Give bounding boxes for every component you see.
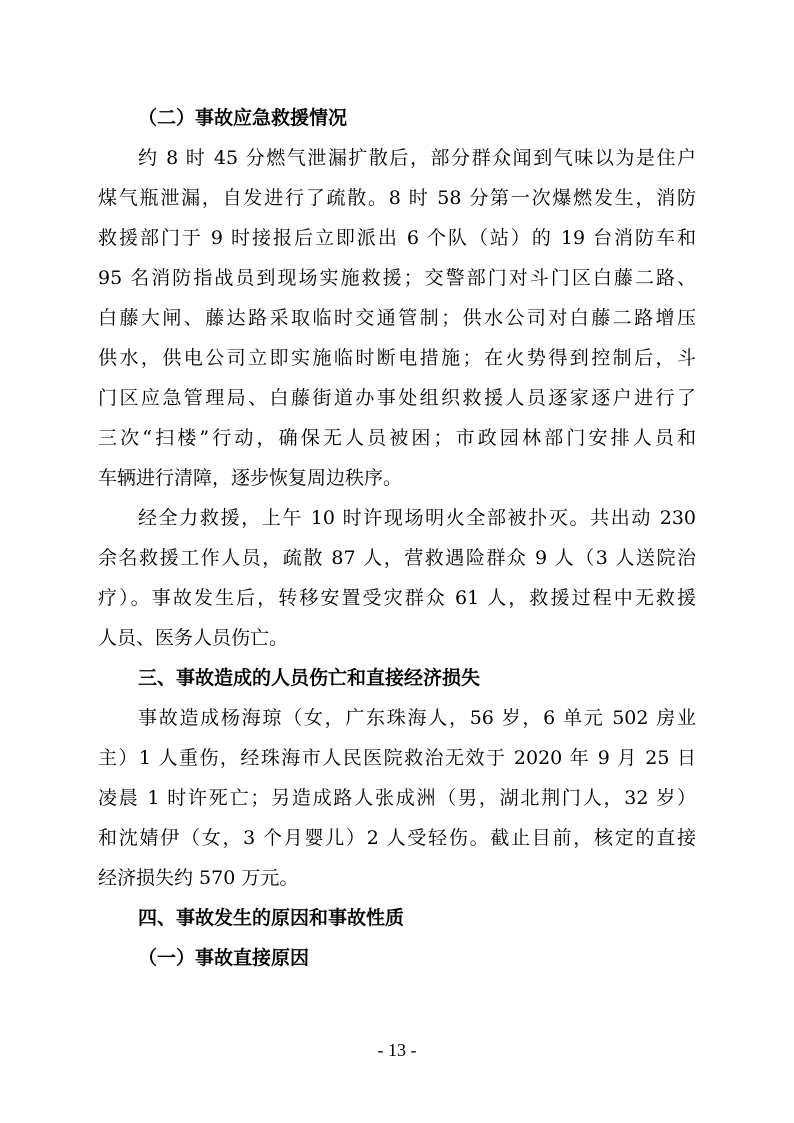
paragraph-line: 事故造成杨海琼（女，广东珠海人，56 岁，6 单元 502 房业 [138, 707, 696, 729]
paragraph-line: 三次“扫楼”行动，确保无人员被困；市政园林部门安排人员和 [98, 427, 696, 449]
paragraph-line: 煤气瓶泄漏，自发进行了疏散。8 时 58 分第一次爆燃发生，消防 [98, 187, 696, 209]
paragraph-line: 经济损失约 570 万元。 [98, 867, 299, 889]
paragraph-line: 约 8 时 45 分燃气泄漏扩散后，部分群众闻到气味以为是住户 [138, 147, 696, 169]
paragraph-line: 95 名消防指战员到现场实施救援；交警部门对斗门区白藤二路、 [98, 267, 696, 289]
paragraph-line: 主）1 人重伤，经珠海市人民医院救治无效于 2020 年 9 月 25 日 [98, 747, 696, 769]
document-body [98, 98, 696, 978]
paragraph-line: 余名救援工作人员，疏散 87 人，营救遇险群众 9 人（3 人送院治 [98, 547, 696, 569]
paragraph-line: 和沈婧伊（女，3 个月婴儿）2 人受轻伤。截止目前，核定的直接 [98, 827, 696, 849]
paragraph-line: 疗）。事故发生后，转移安置受灾群众 61 人，救援过程中无救援 [98, 587, 696, 609]
page-number: - 13 - [377, 1040, 417, 1060]
paragraph [98, 498, 696, 658]
paragraph-line: 人员、医务人员伤亡。 [98, 627, 289, 649]
section-heading: 三、事故造成的人员伤亡和直接经济损失 [138, 667, 481, 689]
paragraph [98, 698, 696, 898]
paragraph-line: 车辆进行清障，逐步恢复周边秩序。 [98, 467, 403, 489]
paragraph-line: 门区应急管理局、白藤街道办事处组织救援人员逐家逐户进行了 [98, 387, 696, 409]
paragraph-line: 供水，供电公司立即实施临时断电措施；在火势得到控制后，斗 [98, 347, 696, 369]
paragraph-line: 救援部门于 9 时接报后立即派出 6 个队（站）的 19 台消防车和 [98, 227, 696, 249]
paragraph-line: 经全力救援，上午 10 时许现场明火全部被扑灭。共出动 230 [138, 507, 696, 529]
subsection-heading: （二）事故应急救援情况 [138, 107, 348, 129]
subsection-heading: （一）事故直接原因 [138, 947, 310, 969]
paragraph [98, 138, 696, 498]
paragraph-line: 凌晨 1 时许死亡；另造成路人张成洲（男，湖北荆门人，32 岁） [98, 787, 696, 809]
section-heading: 四、事故发生的原因和事故性质 [138, 907, 405, 929]
paragraph-line: 白藤大闸、藤达路采取临时交通管制；供水公司对白藤二路增压 [98, 307, 696, 329]
